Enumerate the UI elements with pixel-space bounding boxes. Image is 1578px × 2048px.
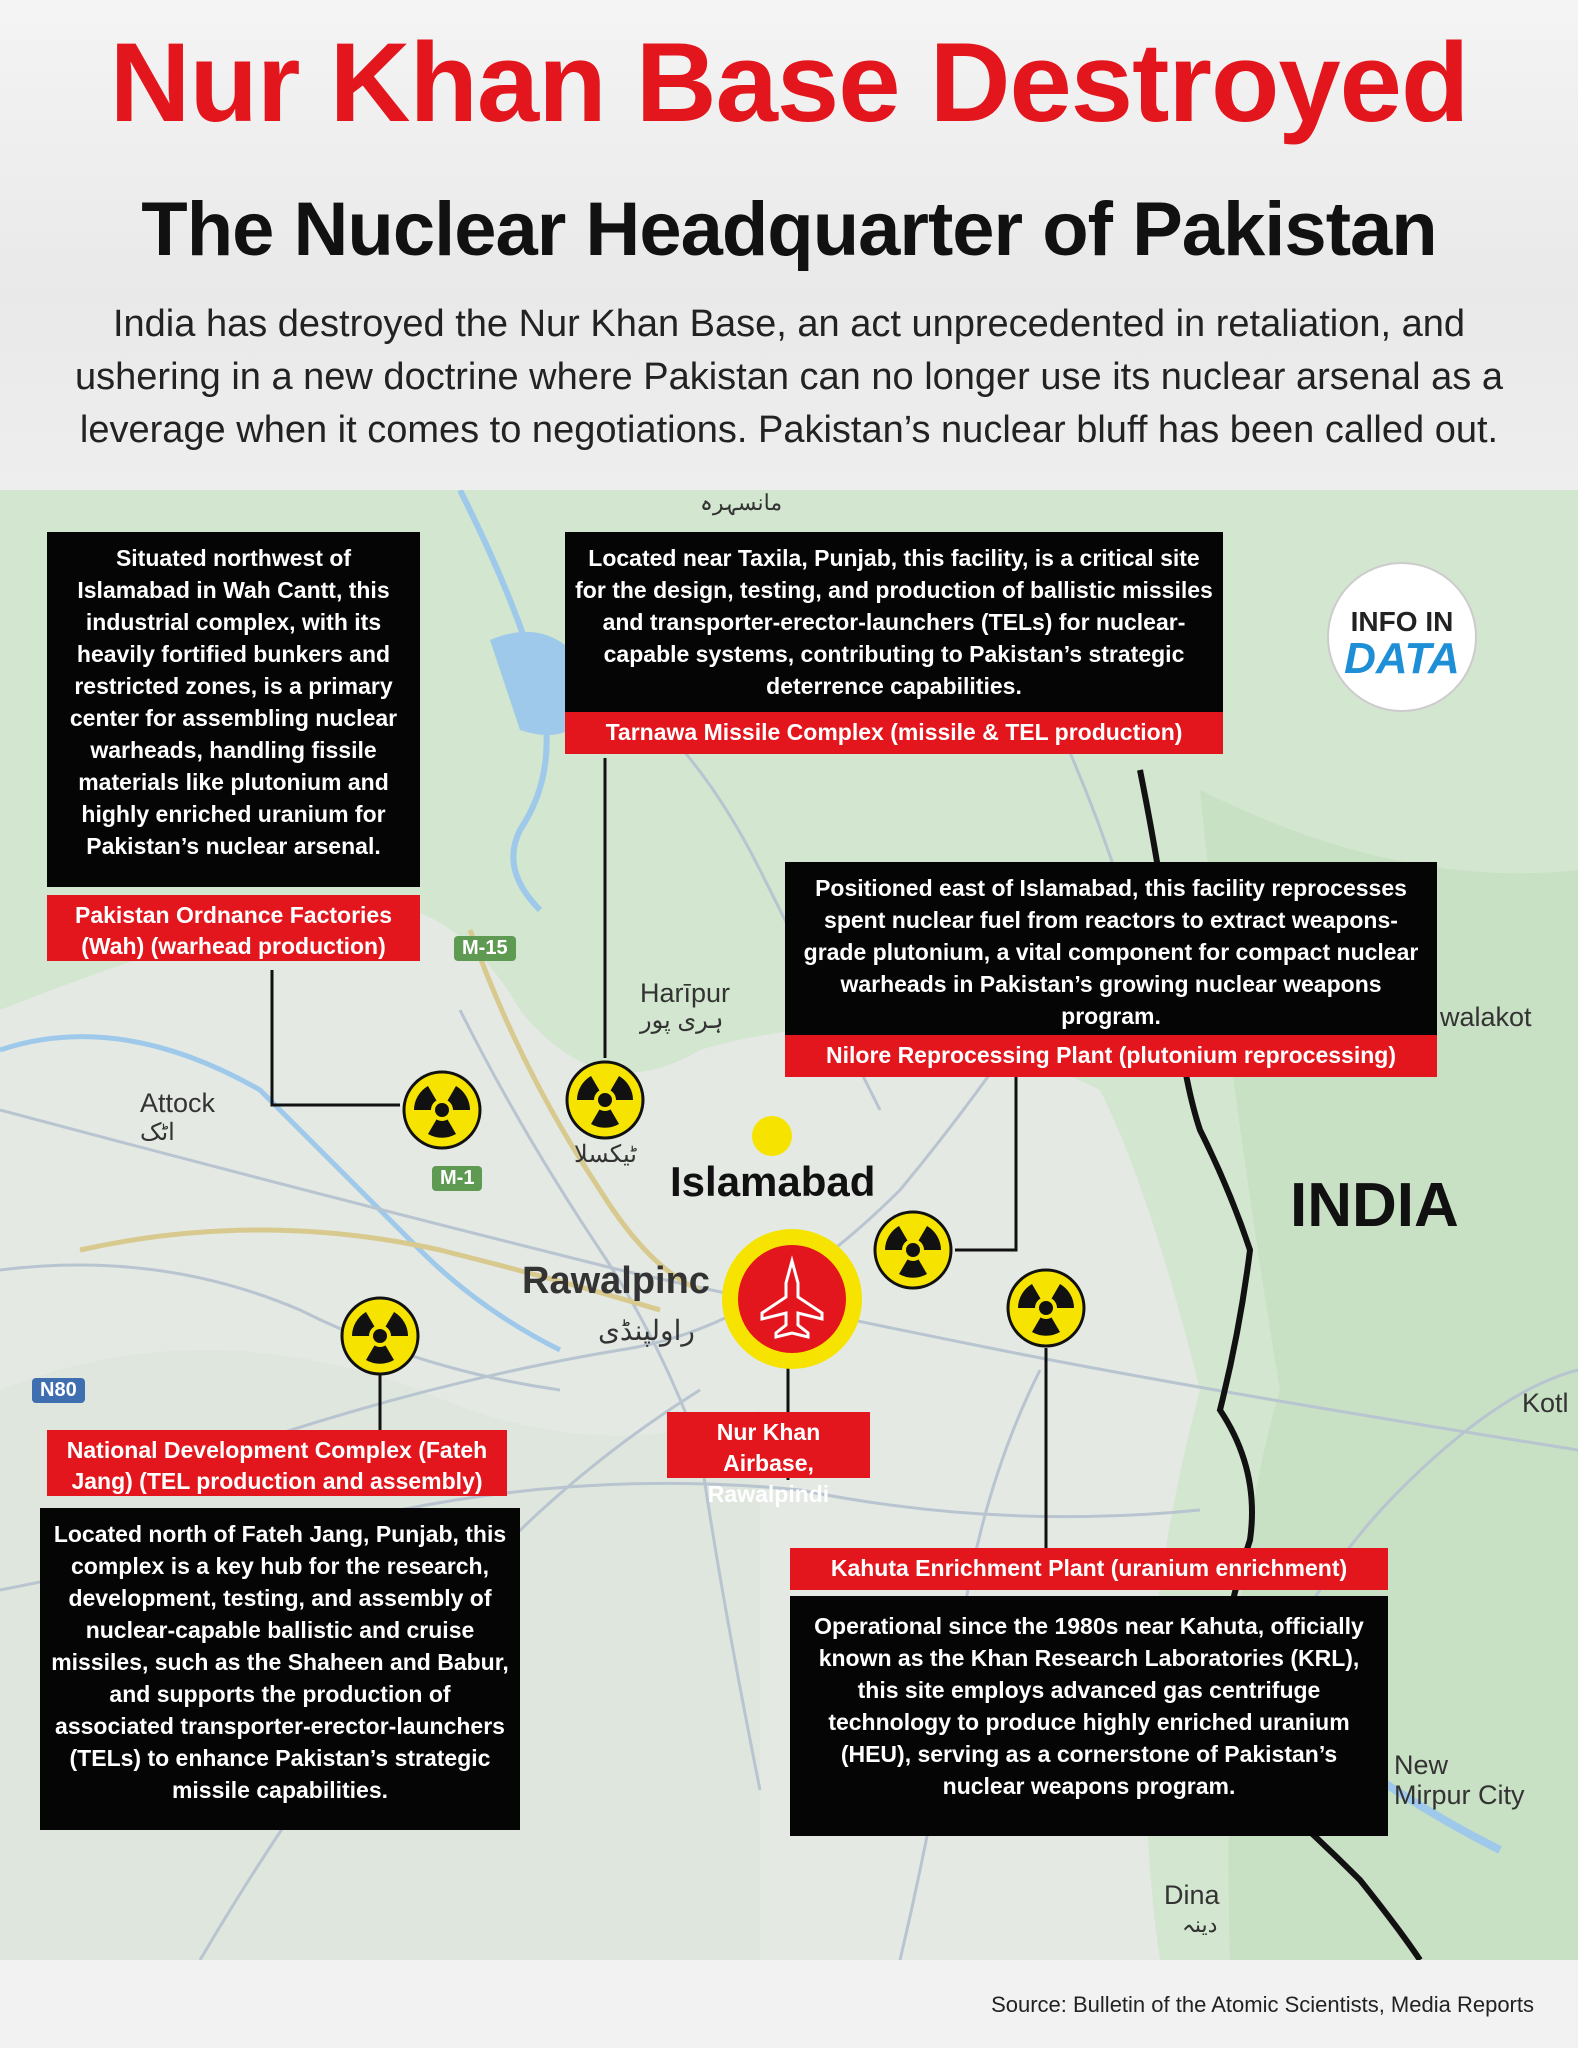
road-n80: N80 — [32, 1378, 85, 1403]
road-m15: M-15 — [454, 936, 516, 961]
ndc-label: National Development Complex (Fateh Jang) (TEL production and assembly) — [47, 1430, 507, 1496]
kahuta-label: Kahuta Enrichment Plant (uranium enrichment) — [790, 1548, 1388, 1590]
header — [0, 0, 1578, 490]
wah-description: Situated northwest of Islamabad in Wah Cantt, this industrial complex, with its heavily fortified bunkers and restricted zones, is a primary center for assembling nuclear warheads, handling fissile materials like plutonium and highly enriched uranium for Pakistan’s nuclear arsenal. — [47, 532, 420, 887]
place-kotli: Kotl — [1522, 1388, 1569, 1418]
logo-text-top: INFO IN — [1350, 606, 1454, 637]
place-india: INDIA — [1290, 1171, 1459, 1240]
nilore-label: Nilore Reprocessing Plant (plutonium reprocessing) — [785, 1035, 1437, 1077]
place-attock-urdu: اٹک — [140, 1119, 175, 1146]
page-subtitle: The Nuclear Headquarter of Pakistan — [141, 187, 1437, 272]
place-dina-urdu: دینہ — [1182, 1912, 1218, 1937]
tarnawa-label: Tarnawa Missile Complex (missile & TEL production) — [565, 712, 1223, 754]
radiation-icon — [340, 1296, 420, 1376]
radiation-icon — [873, 1210, 953, 1290]
place-islamabad: Islamabad — [670, 1158, 876, 1205]
source-credit: Source: Bulletin of the Atomic Scientists, Media Reports — [991, 1992, 1534, 2017]
place-dina: Dina — [1164, 1880, 1220, 1910]
tarnawa-description: Located near Taxila, Punjab, this facility, is a critical site for the design, testing, and production of ballistic missiles and transporter-erector-launchers (TELs) for nuclear-capable systems, contributing to Pakistan’s strategic deterrence capabilities. — [565, 532, 1223, 742]
road-m1: M-1 — [432, 1166, 482, 1191]
place-haripur: Harīpur — [640, 978, 731, 1008]
ndc-description: Located north of Fateh Jang, Punjab, this complex is a key hub for the research, development, testing, and assembly of nuclear-capable ballistic and cruise missiles, such as the Shaheen and Babur, and supports the production of associated transporter-erector-launchers (TELs) to enhance Pakistan’s strategic missile capabilities. — [40, 1508, 520, 1830]
place-taxila-urdu: ٹیکسلا — [574, 1141, 637, 1168]
place-sialkot: walakot — [1440, 1002, 1532, 1032]
kahuta-description: Operational since the 1980s near Kahuta, officially known as the Khan Research Laboratories (KRL), this site employs advanced gas centrifuge technology to produce highly enriched uranium (HEU), serving as a cornerstone of Pakistan’s nuclear weapons program. — [790, 1596, 1388, 1836]
logo-text-bottom: DATA — [1344, 634, 1460, 683]
islamabad-marker — [750, 1114, 794, 1158]
info-in-data-logo — [1327, 562, 1477, 712]
wah-label: Pakistan Ordnance Factories (Wah) (warhead production) — [47, 895, 420, 961]
place-attock: Attock — [140, 1088, 216, 1118]
radiation-icon — [565, 1060, 645, 1140]
radiation-icon — [1006, 1268, 1086, 1348]
place-rawalpindi-urdu: راولپنڈی — [598, 1315, 695, 1346]
page-title: Nur Khan Base Destroyed — [109, 20, 1469, 145]
place-haripur-urdu: ہری پور — [640, 1007, 724, 1034]
airbase-label: Nur Khan Airbase, Rawalpindi — [667, 1412, 870, 1478]
place-rawalpindi: Rawalpinc — [522, 1260, 710, 1302]
radiation-icon — [402, 1070, 482, 1150]
place-new-mirpur: New Mirpur City — [1394, 1750, 1525, 1810]
footer — [0, 1960, 1578, 2048]
nilore-description: Positioned east of Islamabad, this facility reprocesses spent nuclear fuel from reactors to extract weapons-grade plutonium, a vital component for compact nuclear warheads in Pakistan’s growing nuclear weapons program. — [785, 862, 1437, 1035]
intro-text: India has destroyed the Nur Khan Base, an act unprecedented in retaliation, and ushering in a new doctrine where Pakistan can no longer use its nuclear arsenal as a leverage when it comes to negotiations. Pakistan’s nuclear bluff has been called out. — [75, 303, 1503, 451]
place-mansehra-urdu: مانسہرہ — [700, 490, 783, 515]
map — [0, 490, 1578, 1960]
airbase-target-marker — [718, 1225, 866, 1373]
